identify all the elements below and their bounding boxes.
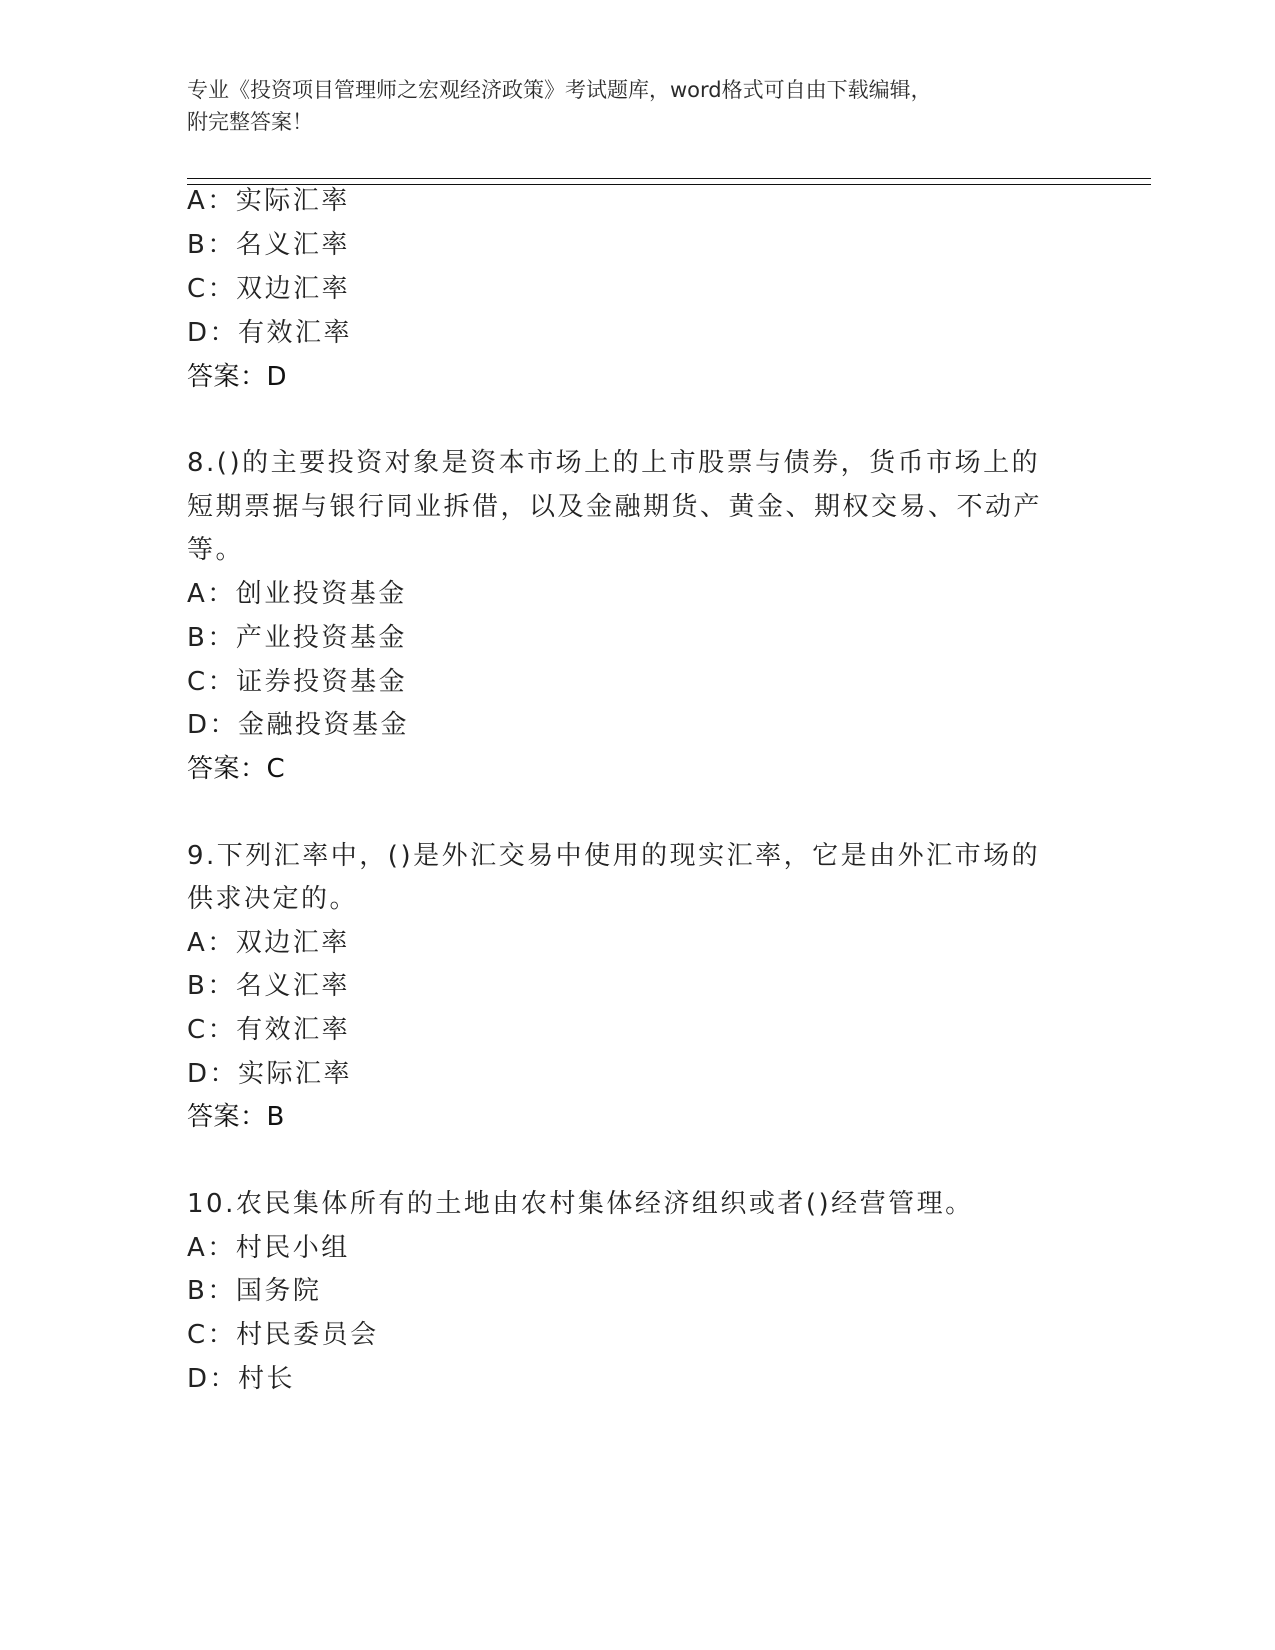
q8-option-a: A：创业投资基金	[187, 579, 407, 609]
q7-option-b: B：名义汇率	[187, 230, 350, 260]
q8-question-line-1: 8.()的主要投资对象是资本市场上的上市股票与债券，货币市场上的	[187, 448, 1041, 478]
q8-question-line-2: 短期票据与银行同业拆借，以及金融期货、黄金、期权交易、不动产	[187, 492, 1043, 522]
q7-option-a: A：实际汇率	[187, 186, 350, 216]
header-line-1: 专业《投资项目管理师之宏观经济政策》考试题库，word格式可自由下载编辑，	[187, 78, 932, 102]
q8-option-b: B：产业投资基金	[187, 623, 407, 653]
q10-option-a: A：村民小组	[187, 1233, 350, 1263]
q8-question-line-3: 等。	[187, 535, 245, 565]
q9-question-line-1: 9.下列汇率中，()是外汇交易中使用的现实汇率，它是由外汇市场的	[187, 841, 1041, 871]
q9-answer: 答案：B	[187, 1102, 285, 1132]
q9-option-c: C：有效汇率	[187, 1015, 351, 1045]
q7-option-d: D：有效汇率	[187, 318, 353, 348]
q10-question-line-1: 10.农民集体所有的土地由农村集体经济组织或者()经营管理。	[187, 1189, 974, 1219]
q8-option-c: C：证券投资基金	[187, 667, 408, 697]
q7-option-c: C：双边汇率	[187, 274, 351, 304]
document-header	[187, 74, 1087, 138]
q7-answer: 答案：D	[187, 362, 288, 392]
q9-option-d: D：实际汇率	[187, 1059, 353, 1089]
header-line-2: 附完整答案！	[187, 110, 313, 134]
q10-option-b: B：国务院	[187, 1276, 322, 1306]
q8-option-d: D：金融投资基金	[187, 710, 410, 740]
header-divider	[187, 178, 1151, 185]
q9-option-b: B：名义汇率	[187, 971, 350, 1001]
q9-option-a: A：双边汇率	[187, 928, 350, 958]
q8-answer: 答案：C	[187, 754, 286, 784]
q10-option-d: D：村长	[187, 1364, 296, 1394]
q9-question-line-2: 供求决定的。	[187, 884, 359, 914]
q10-option-c: C：村民委员会	[187, 1320, 379, 1350]
